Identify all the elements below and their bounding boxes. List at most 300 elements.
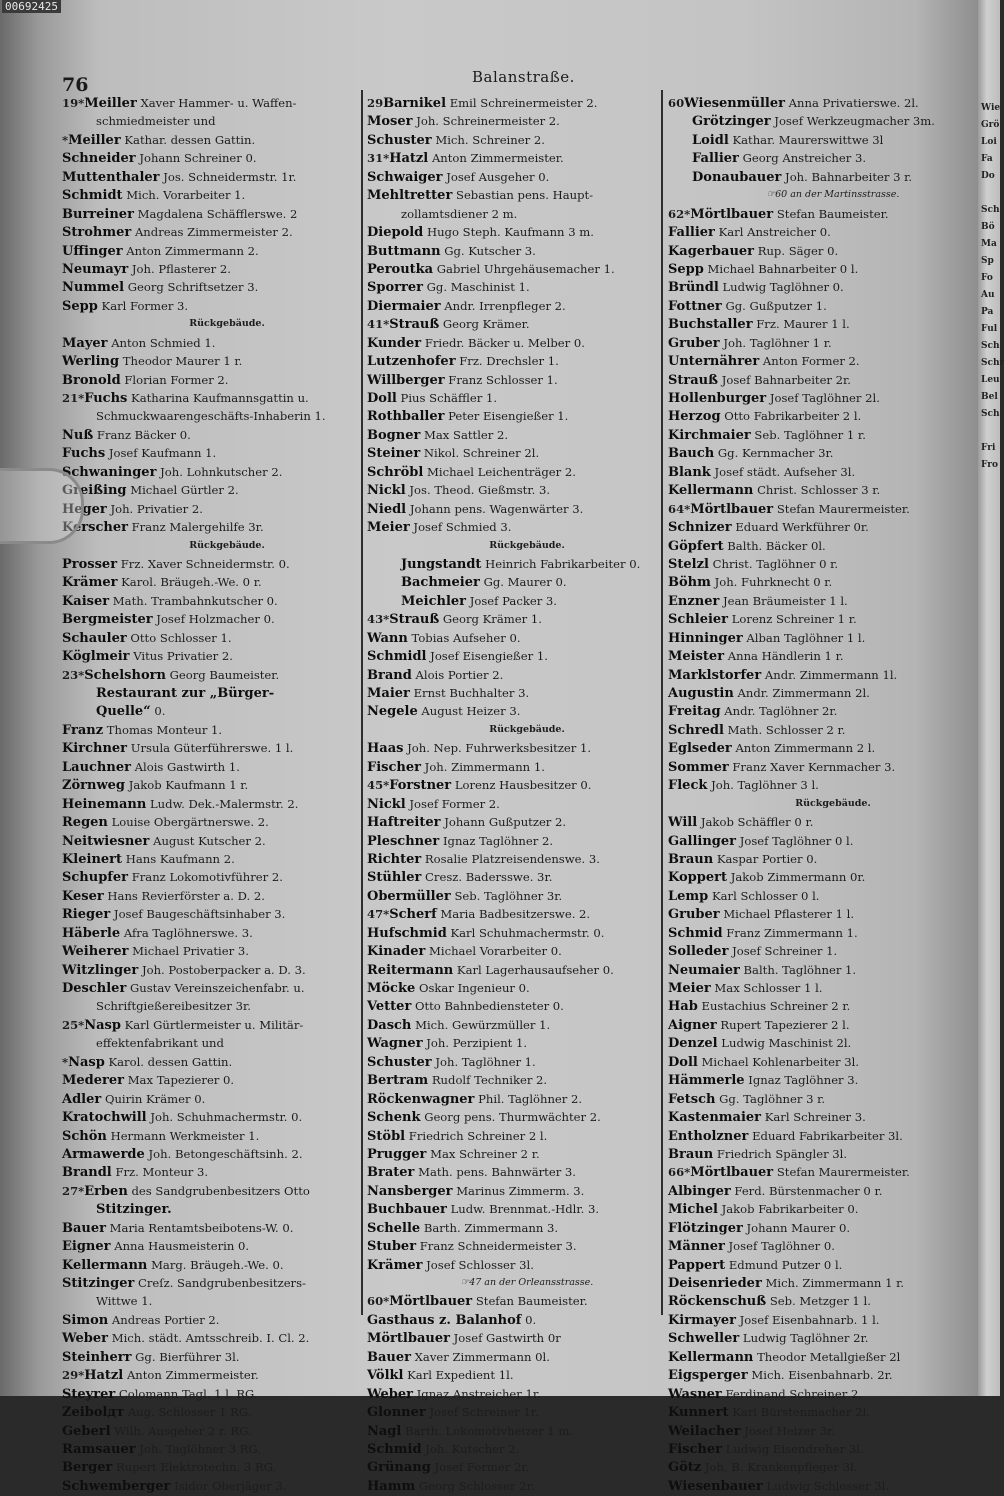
resident-details: Marg. Bräugeh.-We. 0. xyxy=(151,1257,284,1272)
resident-details: Andreas Zimmermeister 2. xyxy=(134,225,293,240)
directory-entry xyxy=(367,1440,657,1458)
house-number: 23* xyxy=(62,667,85,682)
directory-entry xyxy=(367,334,657,352)
resident-surname: Kleinert xyxy=(62,851,123,867)
resident-details: Christ. Taglöhner 0 r. xyxy=(712,556,839,571)
directory-entry xyxy=(62,721,362,739)
edge-spacer xyxy=(978,0,1000,100)
resident-details: Joh. Lohnkutscher 2. xyxy=(160,464,283,479)
directory-entry xyxy=(367,315,657,333)
resident-details: Ludwig Schlosser 3l. xyxy=(766,1478,890,1493)
directory-entry xyxy=(62,758,362,776)
resident-details: Seb. Taglöhner 1 r. xyxy=(754,427,866,442)
resident-surname: Armawerde xyxy=(62,1146,145,1162)
directory-entry xyxy=(62,500,362,518)
resident-surname: Rieger xyxy=(62,907,111,923)
directory-entry xyxy=(668,702,968,720)
resident-surname: Heinemann xyxy=(62,796,147,812)
resident-details: Joh. Nep. Fuhrwerksbesitzer 1. xyxy=(407,741,592,756)
directory-entry xyxy=(367,1034,657,1052)
resident-details: Josef Ausgeher 0. xyxy=(446,169,550,184)
resident-details: Lorenz Schreiner 1 r. xyxy=(731,612,857,627)
resident-surname: Strauß xyxy=(389,317,440,333)
resident-details: des Sandgrubenbesitzers Otto xyxy=(131,1183,310,1198)
directory-entry xyxy=(62,1256,362,1274)
house-number: 41* xyxy=(367,317,390,332)
resident-surname: Greißing xyxy=(62,483,127,499)
resident-details: Oskar Ingenieur 0. xyxy=(418,981,530,995)
resident-surname: Mayer xyxy=(62,335,108,351)
resident-surname: Zeibolдт xyxy=(62,1405,125,1421)
resident-details: Joh. Taglöhner 3 RG. xyxy=(139,1441,261,1456)
resident-details: Emil Schreinermeister 2. xyxy=(449,96,598,110)
directory-entry xyxy=(62,961,362,979)
directory-entry xyxy=(668,666,968,684)
resident-details: Anton Zimmermeister. xyxy=(431,151,564,166)
resident-surname: Fuchs xyxy=(62,446,106,462)
directory-entry xyxy=(367,1071,657,1089)
resident-details: Eduard Fabrikarbeiter 3l. xyxy=(752,1128,903,1143)
house-number: 60* xyxy=(367,1294,390,1309)
resident-surname: Steinherr xyxy=(62,1349,132,1365)
directory-entry xyxy=(367,1422,657,1440)
resident-details: Eduard Werkführer 0r. xyxy=(735,520,869,535)
resident-details: Michael Pflasterer 1 l. xyxy=(723,907,855,922)
resident-details: Isidor Oberjäger 3. xyxy=(174,1478,287,1493)
resident-details: Heinrich Fabrikarbeiter 0. xyxy=(485,556,641,571)
resident-surname: Schön xyxy=(62,1128,107,1144)
directory-entry xyxy=(668,1366,968,1384)
resident-surname: Schröbl xyxy=(367,464,424,480)
directory-entry xyxy=(668,997,968,1015)
entry-continuation: zollamtsdiener 2 m. xyxy=(401,206,518,221)
resident-surname: Moser xyxy=(367,114,413,130)
directory-entry xyxy=(367,1403,657,1421)
resident-surname: Krämer xyxy=(367,1257,423,1273)
resident-surname: Krämer xyxy=(62,575,118,591)
resident-surname: Doll xyxy=(367,391,397,406)
directory-entry xyxy=(668,1090,968,1108)
resident-surname: Röckenschuß xyxy=(668,1294,767,1310)
resident-details: Tobias Aufseher 0. xyxy=(411,630,521,645)
resident-surname: Will xyxy=(668,815,698,831)
resident-details: Edmund Putzer 0 l. xyxy=(728,1257,843,1272)
directory-entry xyxy=(62,297,362,315)
resident-surname: Schweller xyxy=(668,1331,740,1347)
resident-surname: Weber xyxy=(62,1331,109,1347)
resident-surname: Lemp xyxy=(668,888,709,904)
resident-details: Otto Fabrikarbeiter 2 l. xyxy=(724,409,862,424)
resident-surname: Fuchs xyxy=(84,391,128,406)
adjacent-page-edge xyxy=(978,0,1004,1396)
resident-surname: Meiller xyxy=(68,132,121,148)
directory-entry xyxy=(668,278,968,296)
resident-surname: Augustin xyxy=(668,686,734,701)
resident-surname: Steiner xyxy=(367,446,421,462)
resident-surname: Ramsauer xyxy=(62,1441,136,1457)
resident-surname: Wiesenmüller xyxy=(684,96,785,111)
directory-entry xyxy=(62,1219,362,1237)
resident-surname: Nasp xyxy=(68,1054,105,1070)
directory-entry xyxy=(62,1477,362,1495)
resident-surname: Götz xyxy=(668,1460,702,1476)
directory-entry xyxy=(367,260,657,278)
resident-details: Karl Schuhmachermstr. 0. xyxy=(450,925,605,940)
directory-entry xyxy=(367,168,657,186)
directory-entry xyxy=(62,1458,362,1476)
resident-surname: Schenk xyxy=(367,1110,421,1126)
street-corner-marker: ☞47 an der Orleansstrasse. xyxy=(460,1277,594,1288)
resident-details: Karl Schlosser 0 l. xyxy=(711,888,820,903)
resident-surname: Burreiner xyxy=(62,206,134,222)
directory-entry xyxy=(367,905,657,923)
directory-entry xyxy=(668,555,968,573)
resident-surname: Fottner xyxy=(668,298,722,314)
resident-surname: Weber xyxy=(367,1386,414,1402)
resident-surname: Sommer xyxy=(668,759,729,775)
resident-details: Gg. Kutscher 3. xyxy=(444,243,536,258)
directory-entry xyxy=(62,924,362,942)
directory-entry xyxy=(62,1329,362,1347)
resident-details: Franz Bäcker 0. xyxy=(96,427,191,442)
entry-continuation: effektenfabrikant und xyxy=(96,1036,224,1051)
edge-fragment: Fo xyxy=(981,273,993,283)
resident-surname: Fischer xyxy=(367,759,421,775)
house-number: 31* xyxy=(367,151,390,166)
resident-details: Karl Lagerhausaufseher 0. xyxy=(456,962,614,977)
resident-details: Georg pens. Thurmwächter 2. xyxy=(424,1110,601,1125)
resident-details: Anton Zimmermeister. xyxy=(126,1368,259,1383)
resident-details: Vitus Privatier 2. xyxy=(133,649,233,664)
resident-details: Johann Gußputzer 2. xyxy=(444,815,567,830)
house-number: 45* xyxy=(367,778,390,793)
resident-surname: Schmidl xyxy=(367,649,427,665)
directory-entry xyxy=(668,537,968,555)
directory-entry xyxy=(668,1219,968,1237)
directory-entry xyxy=(62,352,362,370)
directory-entry xyxy=(668,721,968,739)
resident-surname: Hinninger xyxy=(668,630,743,646)
directory-entry xyxy=(367,149,657,167)
directory-entry xyxy=(62,481,362,499)
resident-details: Gg. Kernmacher 3r. xyxy=(717,446,834,461)
resident-surname: Kellermann xyxy=(62,1257,148,1273)
directory-entry xyxy=(367,1237,657,1255)
directory-entry xyxy=(668,297,968,315)
resident-details: Michael Privatier 3. xyxy=(132,944,249,959)
binder-clip xyxy=(0,468,84,544)
resident-details: Pius Schäffler 1. xyxy=(400,391,498,405)
resident-surname: Mörtlbauer xyxy=(690,206,774,222)
directory-entry xyxy=(367,961,657,979)
resident-details: Mich. Zimmermann 1 r. xyxy=(765,1276,905,1290)
directory-entry xyxy=(668,223,968,241)
resident-surname: Gruber xyxy=(668,907,720,923)
resident-details: Josef Taglöhner 0 l. xyxy=(739,833,854,848)
resident-details: Stefan Baumeister. xyxy=(776,206,889,221)
directory-entry xyxy=(668,1108,968,1126)
resident-surname: Strohmer xyxy=(62,225,132,241)
directory-entry xyxy=(367,1292,657,1310)
resident-surname: Deschler xyxy=(62,981,127,996)
resident-surname: Gasthaus z. Balanhof xyxy=(367,1312,522,1328)
edge-fragment: Sch xyxy=(981,205,1000,215)
column-2 xyxy=(367,94,657,1495)
resident-surname: Hab xyxy=(668,999,698,1015)
directory-entry xyxy=(62,832,362,850)
resident-surname: Schmidt xyxy=(62,188,123,204)
resident-details: Ignaz Taglöhner 2. xyxy=(442,833,554,848)
directory-entry xyxy=(668,1292,968,1310)
resident-details: Rupert Tapezierer 2 l. xyxy=(720,1017,850,1032)
resident-details: Jakob Zimmermann 0r. xyxy=(730,870,866,885)
resident-surname: Mörtlbauer xyxy=(389,1294,473,1310)
resident-details: Josef Gastwirth 0r xyxy=(453,1331,561,1346)
resident-details: Jos. Theod. Gießmstr. 3. xyxy=(409,483,551,498)
resident-details: Ludwig Maschinist 2l. xyxy=(721,1036,852,1051)
resident-details: Stefan Maurermeister. xyxy=(776,1165,910,1180)
resident-surname: Kastenmaier xyxy=(668,1110,762,1126)
resident-details: Gustav Vereinszeichenfabr. u. xyxy=(129,981,305,995)
resident-surname: Schwaiger xyxy=(367,169,443,185)
resident-details: Maria Badbesitzerswe. 2. xyxy=(440,907,591,922)
directory-entry xyxy=(367,573,657,591)
directory-entry xyxy=(62,905,362,923)
resident-details: Math. Trambahnkutscher 0. xyxy=(112,593,278,608)
resident-surname: Meiller xyxy=(84,96,137,111)
directory-entry xyxy=(367,1348,657,1366)
resident-details: Alban Taglöhner 1 l. xyxy=(746,630,866,645)
directory-entry xyxy=(668,887,968,905)
resident-details: Andreas Portier 2. xyxy=(111,1312,220,1327)
directory-entry xyxy=(367,1016,657,1034)
directory-entry xyxy=(367,979,657,997)
directory-entry xyxy=(62,592,362,610)
resident-details: Xaver Zimmermann 0l. xyxy=(414,1349,550,1364)
directory-entry xyxy=(367,500,657,518)
resident-details: Max Tapezierer 0. xyxy=(127,1073,235,1088)
resident-surname: Haas xyxy=(367,741,404,757)
directory-entry xyxy=(668,463,968,481)
resident-details: Frz. Maurer 1 l. xyxy=(756,317,850,332)
directory-entry xyxy=(668,1256,968,1274)
resident-surname: Kinader xyxy=(367,944,426,960)
resident-surname: Neumayr xyxy=(62,261,129,277)
resident-details: Math. pens. Bahnwärter 3. xyxy=(418,1165,576,1180)
house-number: 62* xyxy=(668,206,691,221)
resident-surname: Hämmerle xyxy=(668,1073,745,1089)
edge-fragment xyxy=(978,185,1000,202)
resident-details: Math. Schlosser 2 r. xyxy=(727,722,846,737)
resident-details: Joh. Betongeschäftsinh. 2. xyxy=(148,1146,303,1161)
street-corner-marker: ☞60 an der Martinsstrasse. xyxy=(766,189,900,201)
resident-surname: Simon xyxy=(62,1312,109,1328)
resident-details: Josef Kaufmann 1. xyxy=(108,446,217,461)
directory-entry xyxy=(62,1200,362,1218)
directory-entry xyxy=(62,94,362,112)
resident-surname: Mörtlbauer xyxy=(690,1165,774,1181)
resident-details: Kathar. dessen Gattin. xyxy=(124,132,256,147)
resident-surname: Bertram xyxy=(367,1073,429,1089)
directory-entry xyxy=(668,1182,968,1200)
resident-details: Mich. Gewürzmüller 1. xyxy=(415,1017,551,1032)
directory-entry xyxy=(62,1274,362,1292)
house-number: 29 xyxy=(367,96,384,110)
resident-details: Georg Baumeister. xyxy=(169,667,280,682)
resident-surname: Bauer xyxy=(367,1349,411,1365)
directory-entry xyxy=(367,610,657,628)
directory-entry xyxy=(367,297,657,315)
section-heading: Rückgebäude. xyxy=(189,539,265,551)
resident-surname: Stitzinger xyxy=(62,1276,135,1291)
resident-details: Ferdinand Schreiner 2. xyxy=(725,1386,863,1401)
resident-details: Otto Bahnbediensteter 0. xyxy=(414,999,564,1014)
resident-surname: Lauchner xyxy=(62,759,131,775)
resident-details: Cresz. Badersswe. 3r. xyxy=(425,870,553,885)
resident-details: Thomas Monteur 1. xyxy=(106,722,223,737)
resident-details: Ignaz Taglöhner 3. xyxy=(748,1073,859,1088)
resident-details: Colomann Tagl. 1 l. RG. xyxy=(118,1386,258,1401)
directory-entry xyxy=(668,905,968,923)
directory-entry xyxy=(668,776,968,794)
resident-details: Anna Hausmeisterin 0. xyxy=(114,1239,250,1254)
resident-details: Gg. Gußputzer 1. xyxy=(725,298,827,313)
resident-details: Ludw. Brennmat.-Hdlr. 3. xyxy=(450,1202,600,1217)
edge-fragment: Sch xyxy=(981,409,1000,419)
resident-surname: Strauß xyxy=(389,612,440,628)
edge-fragment: Do xyxy=(981,171,995,181)
resident-surname: Brandl xyxy=(62,1165,112,1181)
edge-fragment: Fro xyxy=(981,460,998,470)
directory-entry xyxy=(62,168,362,186)
resident-details: Aug. Schlosser 1 RG. xyxy=(127,1405,252,1420)
entry-continuation: Schriftgießereibesitzer 3r. xyxy=(96,999,251,1014)
resident-details: Florian Former 2. xyxy=(124,372,229,387)
resident-surname: Scherf xyxy=(389,907,437,923)
resident-details: Jakob Kaufmann 1 r. xyxy=(128,778,249,793)
directory-entry xyxy=(62,371,362,389)
resident-details: Joh. Schreinermeister 2. xyxy=(416,114,560,129)
resident-surname: Wasner xyxy=(668,1386,722,1402)
resident-details: Joh. Pflasterer 2. xyxy=(131,261,231,276)
directory-entry xyxy=(62,573,362,591)
resident-surname: Kellermann xyxy=(668,1349,754,1365)
resident-surname: Peroutka xyxy=(367,261,434,277)
resident-surname: Schredl xyxy=(668,722,724,738)
directory-entry xyxy=(668,149,968,167)
resident-surname: Donaubauer xyxy=(692,169,782,185)
resident-surname: Steyrer xyxy=(62,1386,116,1402)
resident-details: Jean Bräumeister 1 l. xyxy=(723,593,848,608)
resident-details: Joh. Taglöhner 3 l. xyxy=(711,778,819,793)
directory-entry xyxy=(62,1440,362,1458)
resident-surname: Kaiser xyxy=(62,593,110,609)
directory-entry xyxy=(367,1145,657,1163)
directory-entry xyxy=(668,1237,968,1255)
directory-entry xyxy=(62,131,362,149)
column-3 xyxy=(668,94,968,1495)
directory-entry xyxy=(62,702,362,720)
directory-entry xyxy=(367,1219,657,1237)
resident-surname: Schneider xyxy=(62,151,136,167)
resident-details: Franz Malergehilfe 3r. xyxy=(131,520,264,535)
resident-surname: Grötzinger xyxy=(692,114,771,130)
directory-entry xyxy=(367,702,657,720)
resident-details: Kaspar Portier 0. xyxy=(716,851,818,866)
directory-entry xyxy=(668,813,968,831)
resident-details: Georg Schlosser 2r. xyxy=(418,1478,535,1493)
resident-details: Joh. Privatier 2. xyxy=(110,501,203,516)
resident-surname: Völkl xyxy=(367,1368,404,1384)
resident-surname: Eglseder xyxy=(668,741,732,757)
edge-fragment: Pa xyxy=(981,307,994,317)
resident-surname: Diepold xyxy=(367,225,424,241)
directory-entry xyxy=(367,868,657,886)
resident-details: Franz Schlosser 1. xyxy=(448,372,558,387)
directory-entry xyxy=(62,868,362,886)
directory-entry xyxy=(62,776,362,794)
directory-entry xyxy=(62,1090,362,1108)
resident-details: Rudolf Techniker 2. xyxy=(431,1073,548,1088)
edge-fragment: Loi xyxy=(981,137,997,147)
directory-entry xyxy=(62,426,362,444)
house-number: * xyxy=(62,1054,69,1069)
resident-surname: Braun xyxy=(668,851,714,867)
house-number: * xyxy=(62,132,69,147)
edge-fragment: Sp xyxy=(981,256,994,266)
directory-entry xyxy=(62,1127,362,1145)
entry-continuation: schmiedmeister und xyxy=(96,114,216,129)
resident-surname: Zörnweg xyxy=(62,778,126,794)
directory-entry xyxy=(62,242,362,260)
resident-details: Rup. Säger 0. xyxy=(757,243,839,258)
resident-surname: Köglmeir xyxy=(62,649,130,665)
directory-entry xyxy=(668,1016,968,1034)
directory-entry xyxy=(367,795,657,813)
directory-entry xyxy=(367,887,657,905)
resident-details: Anton Schmied 1. xyxy=(111,335,216,350)
edge-fragment: Ful xyxy=(981,324,998,334)
resident-surname: Erben xyxy=(84,1183,128,1199)
resident-surname: Schleier xyxy=(668,612,729,628)
resident-surname: Michel xyxy=(668,1202,718,1218)
resident-surname: Schmid xyxy=(668,925,723,941)
resident-details: Friedrich Schreiner 2 l. xyxy=(408,1128,548,1143)
resident-details: Josef Heizer 3r. xyxy=(744,1423,835,1438)
resident-details: August Kutscher 2. xyxy=(153,833,266,848)
resident-details: Ludwig Eisendreher 3l. xyxy=(725,1441,864,1456)
resident-details: Andr. Zimmermann 1l. xyxy=(764,667,898,682)
directory-entry xyxy=(668,131,968,149)
resident-details: Michael Leichenträger 2. xyxy=(427,464,576,479)
directory-entry xyxy=(668,426,968,444)
resident-details: Josef Schlosser 3l. xyxy=(426,1257,534,1272)
directory-entry xyxy=(668,352,968,370)
directory-entry xyxy=(367,1182,657,1200)
column-1 xyxy=(62,94,362,1495)
resident-details: Anna Händlerin 1 r. xyxy=(727,649,844,664)
resident-surname: Aigner xyxy=(668,1017,717,1033)
resident-surname: Meister xyxy=(668,649,725,665)
resident-surname: Kratochwill xyxy=(62,1110,147,1126)
edge-fragment: Sch xyxy=(981,341,1000,351)
resident-surname: Nagl xyxy=(367,1423,402,1439)
resident-surname: Schupfer xyxy=(62,870,129,886)
resident-details: Friedr. Bäcker u. Melber 0. xyxy=(424,335,585,350)
resident-surname: Bründl xyxy=(668,280,719,296)
resident-surname: Weilacher xyxy=(668,1423,741,1439)
resident-details: Georg Anstreicher 3. xyxy=(742,151,866,166)
